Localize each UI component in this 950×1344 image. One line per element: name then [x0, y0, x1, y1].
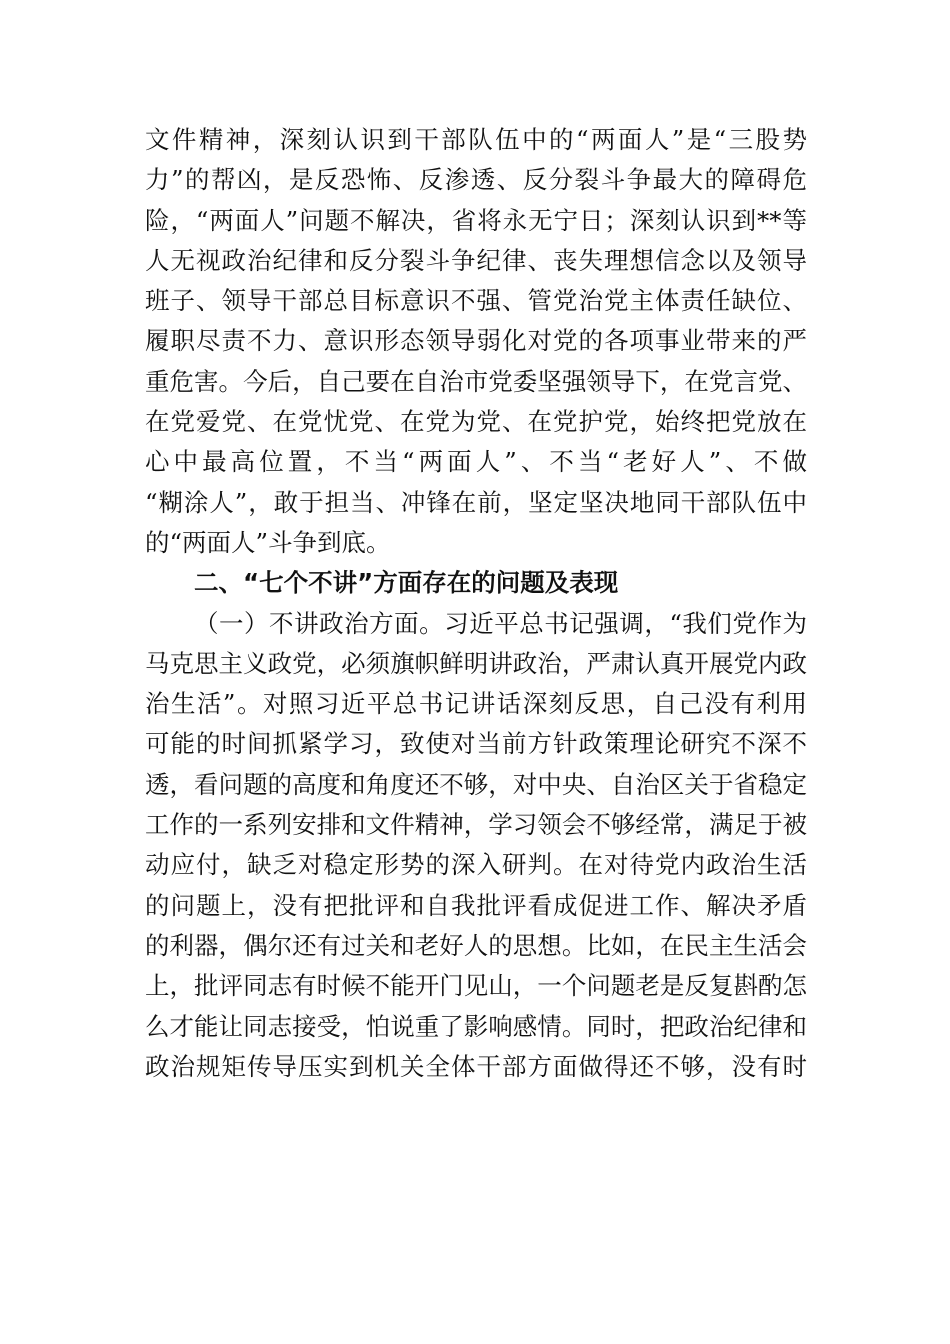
text-line: 心中最高位置，不当“两面人”、不当“老好人”、不做	[145, 447, 807, 477]
text-line: 马克思主义政党，必须旗帜鲜明讲政治，严肃认真开展党内政	[145, 648, 807, 678]
text-line: 可能的时间抓紧学习，致使对当前方针政策理论研究不深不	[145, 729, 807, 759]
text-line: 重危害。今后，自己要在自治市党委坚强领导下，在党言党、	[145, 366, 807, 396]
text-line: 的“两面人”斗争到底。	[145, 527, 391, 557]
document-body	[145, 120, 807, 1087]
text-line: 治生活”。对照习近平总书记讲话深刻反思，自己没有利用	[145, 689, 807, 719]
text-line: 险，“两面人”问题不解决，省将永无宁日；深刻认识到**等	[145, 205, 807, 235]
text-line: 么才能让同志接受，怕说重了影响感情。同时，把政治纪律和	[145, 1011, 807, 1041]
text-line: 人无视政治纪律和反分裂斗争纪律、丧失理想信念以及领导	[145, 245, 807, 275]
text-line: 的问题上，没有把批评和自我批评看成促进工作、解决矛盾	[145, 890, 807, 920]
text-line: 力”的帮凶，是反恐怖、反渗透、反分裂斗争最大的障碍危	[145, 165, 807, 195]
text-line: 文件精神，深刻认识到干部队伍中的“两面人”是“三股势	[145, 125, 807, 154]
text-line: 动应付，缺乏对稳定形势的深入研判。在对待党内政治生活	[145, 850, 807, 880]
text-line: 履职尽责不力、意识形态领导弱化对党的各项事业带来的严	[145, 326, 807, 356]
paragraph-politics	[145, 604, 807, 1088]
text-line: 工作的一系列安排和文件精神，学习领会不够经常，满足于被	[145, 810, 807, 840]
text-line: （一）不讲政治方面。习近平总书记强调，“我们党作为	[194, 608, 807, 638]
section-heading: 二、“七个不讲”方面存在的问题及表现	[194, 568, 619, 598]
text-line: 班子、领导干部总目标意识不强、管党治党主体责任缺位、	[145, 286, 807, 316]
paragraph-continuation	[145, 120, 807, 563]
text-line: 在党爱党、在党忧党、在党为党、在党护党，始终把党放在	[145, 407, 807, 437]
text-line: “糊涂人”，敢于担当、冲锋在前，坚定坚决地同干部队伍中	[145, 487, 807, 517]
text-line: 的利器，偶尔还有过关和老好人的思想。比如，在民主生活会	[145, 930, 807, 960]
text-line: 透，看问题的高度和角度还不够，对中央、自治区关于省稳定	[145, 769, 807, 799]
text-line: 政治规矩传导压实到机关全体干部方面做得还不够，没有时	[145, 1051, 807, 1081]
text-line: 上，批评同志有时候不能开门见山，一个问题老是反复斟酌怎	[145, 971, 807, 1001]
